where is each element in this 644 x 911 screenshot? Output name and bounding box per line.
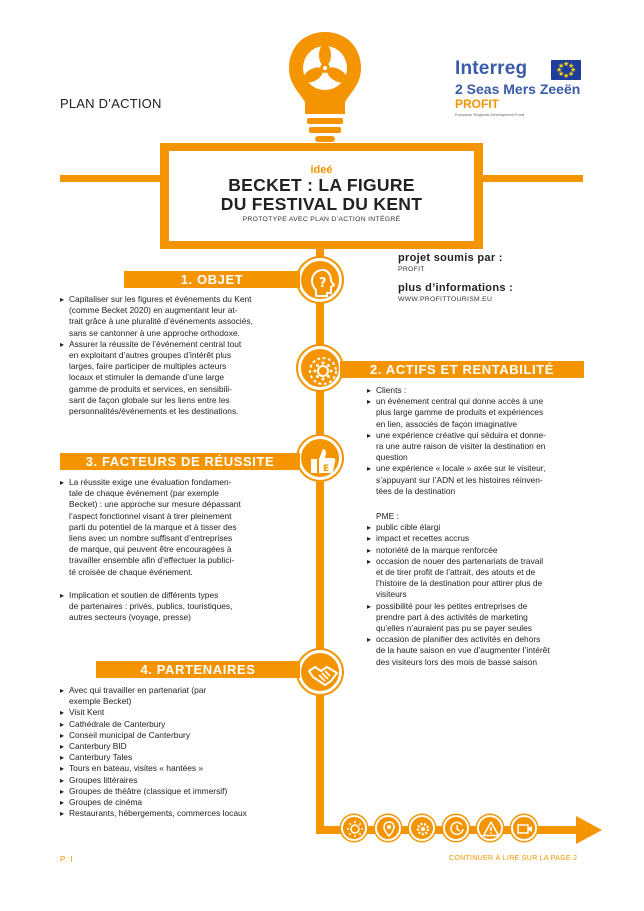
header-bar-right (483, 175, 583, 182)
thumbs-up-icon (307, 445, 339, 477)
idee-label: ideé (310, 164, 333, 176)
list-item: locaux et stimuler la demande d’une large (69, 372, 225, 383)
location-pin-icon (380, 820, 398, 838)
list-item: s’appuyant sur l’ADN et les histoires réinven- (376, 474, 543, 485)
plan-action-label: PLAN D’ACTION (60, 96, 162, 111)
svg-text:?: ? (319, 276, 327, 291)
info-label: plus d’informations : (398, 282, 514, 294)
list-item: autres secteurs (voyage, presse) (69, 612, 191, 623)
list-item: de marque, qui peuvent être encouragées à (69, 544, 232, 555)
list-gap (367, 497, 592, 511)
mini-circle-pin (375, 815, 401, 841)
list-item: qu’elles n’auraient pas pu se payer seules (376, 623, 532, 634)
list-item: (comme Becket 2020) en augmentant leur at- (69, 305, 238, 316)
page-number: P. I (60, 855, 73, 864)
actifs-header: 2. ACTIFS ET RENTABILITÉ (340, 361, 584, 378)
list-item: ▸ Groupes de théâtre (classique et immersif) (60, 786, 300, 797)
list-item: question (376, 452, 408, 463)
list-item: sans se cantonner à une approche orthodoxe. (69, 327, 240, 338)
camera-icon (516, 820, 534, 838)
list-item: ▸ occasion de nouer des partenariats de travail (367, 556, 592, 567)
list-item: sant de façon globale sur les liens entre les (69, 394, 230, 405)
actifs-list (367, 385, 592, 668)
list-item: ▸ impact et recettes accrus (367, 533, 592, 544)
timeline-line (316, 249, 324, 833)
list-item: ▸ un événement central qui donne accès à une (367, 396, 592, 407)
facteurs-circle (298, 436, 342, 480)
list-item: PME : (376, 511, 399, 522)
list-item: parti du potentiel de la marque et à tisser des (69, 521, 237, 532)
objet-header: 1. OBJET (124, 271, 300, 288)
lightbulb-fan-icon (285, 28, 365, 148)
list-item: ▸ occasion de planifier des activités en dehors (367, 634, 592, 645)
header-bar-left (60, 175, 160, 182)
svg-text:E: E (323, 464, 330, 474)
list-item: ▸ une expérience créative qui séduira et donne- (367, 430, 592, 441)
eu-flag-icon: ★ ★ ★ ★ ★ ★ ★ ★ (551, 60, 581, 80)
gear-icon (414, 820, 432, 838)
project-info (398, 252, 513, 303)
header-box (169, 151, 474, 241)
list-item: ▸ Restaurants, hébergements, commerces locaux (60, 808, 300, 819)
partenaires-list (60, 685, 300, 819)
partenaires-circle (298, 650, 342, 694)
list-item: ▸ public cible élargi (367, 522, 592, 533)
list-gap (60, 578, 295, 590)
list-item: ra une autre raison de visiter la destination en (376, 441, 546, 452)
list-item: ▸ Implication et soutien de différents types (60, 590, 295, 601)
list-item: en exploitant d’autres groupes d’intérêt plus (69, 350, 232, 361)
list-item: visiteurs (376, 589, 407, 600)
list-item: ▸ Conseil municipal de Canterbury (60, 730, 300, 741)
list-item: de partenaires : privés, publics, touristiques, (69, 601, 233, 612)
list-item: plus large gamme de produits et expériences (376, 407, 544, 418)
list-item: l’histoire de la destination pour attirer plus de (376, 578, 543, 589)
list-item: larges, faire participer de multiples acteurs (69, 361, 227, 372)
logo-interreg-text: Interreg (455, 58, 528, 79)
mini-circle-camera (511, 815, 537, 841)
mini-circle-sun (341, 815, 367, 841)
list-item: gamme de produits et services, en sensibili- (69, 383, 232, 394)
list-item: liens avec un nombre suffisant d’entreprises (69, 533, 233, 544)
list-item: en lien, associés de façon imaginative (376, 418, 518, 429)
list-item: et de tirer profit de l’attrait, des atouts et de (376, 567, 536, 578)
list-item: ▸ une expérience « locale » axée sur le visiteur, (367, 463, 592, 474)
list-item: ▸ Tours en bateau, visites « hantées » (60, 763, 300, 774)
submitted-value: PROFIT (398, 266, 425, 273)
actifs-circle (298, 346, 342, 390)
logo-seas-text: 2 Seas Mers Zeeën (455, 81, 581, 97)
logo-tagline: European Regional Development Fund (455, 112, 525, 117)
submitted-label: projet soumis par : (398, 252, 503, 264)
list-item: tées de la destination (376, 485, 456, 496)
list-item: ▸ Visit Kent (60, 707, 300, 718)
list-item: l’aspect fonctionnel visant à tirer pleinement (69, 510, 232, 521)
list-item: de la haute saison en vue d’augmenter l’intérêt (376, 645, 550, 656)
list-item: Becket) : une approche sur mesure dépassant (69, 499, 241, 510)
objet-list (60, 294, 295, 417)
list-item: ▸ Canterbury BID (60, 741, 300, 752)
list-item: ▸ Assurer la réussite de l’événement central tout (60, 339, 295, 350)
list-item: té croisée de chaque événement. (69, 566, 193, 577)
list-item: ▸ Canterbury Tales (60, 752, 300, 763)
subtitle: PROTOTYPE AVEC PLAN D’ACTION INTÉGRÉ (242, 216, 401, 223)
list-item: exemple Becket) (69, 696, 132, 707)
list-item: ▸ Clients : (367, 385, 592, 396)
mini-circle-warning (477, 815, 503, 841)
bottom-arrow-head (576, 816, 602, 844)
mini-circle-time (443, 815, 469, 841)
facteurs-header: 3. FACTEURS DE RÉUSSITE (60, 453, 300, 470)
list-item: ▸ Groupes de cinéma (60, 797, 300, 808)
list-item: ▸ Avec qui travailler en partenariat (par (60, 685, 300, 696)
facteurs-list (60, 477, 295, 623)
list-item: ▸ possibilité pour les petites entreprises de (367, 601, 592, 612)
list-item: ▸ Capitaliser sur les figures et événements du Kent (60, 294, 295, 305)
list-item: travailler ensemble afin d’effectuer la publici- (69, 555, 235, 566)
sun-icon (346, 820, 364, 838)
logo-profit-text: PROFIT (455, 97, 499, 111)
gear-dots-icon (307, 355, 339, 387)
list-item: tale de chaque événement (par exemple (69, 488, 219, 499)
handshake-icon (307, 659, 339, 691)
list-item: ▸ Groupes littéraires (60, 775, 300, 786)
list-item: ▸ La réussite exige une évaluation fondamen- (60, 477, 295, 488)
list-item: prendre part à des activités de marketing (376, 611, 528, 622)
question-head-icon (307, 267, 339, 299)
title-line-1: BECKET : LA FIGURE (228, 175, 415, 195)
continue-reading: CONTINUER À LIRE SUR LA PAGE 2 (449, 855, 578, 862)
partenaires-header: 4. PARTENAIRES (96, 661, 300, 678)
list-item: ▸ Cathédrale de Canterbury (60, 719, 300, 730)
objet-circle (298, 258, 342, 302)
list-item: personnalités/événements et les destinations. (69, 406, 239, 417)
list-item: trait grâce à une pluralité d’événements associés, (69, 316, 253, 327)
title-line-2: DU FESTIVAL DU KENT (220, 194, 423, 214)
warning-icon (482, 820, 500, 838)
info-value: WWW.PROFITTOURISM.EU (398, 296, 493, 303)
mini-circle-gear (409, 815, 435, 841)
clock-icon (448, 820, 466, 838)
list-item: ▸ notoriété de la marque renforcée (367, 545, 592, 556)
interreg-logo (455, 58, 595, 117)
list-item: des visiteurs lors des mois de basse saison (376, 656, 538, 667)
